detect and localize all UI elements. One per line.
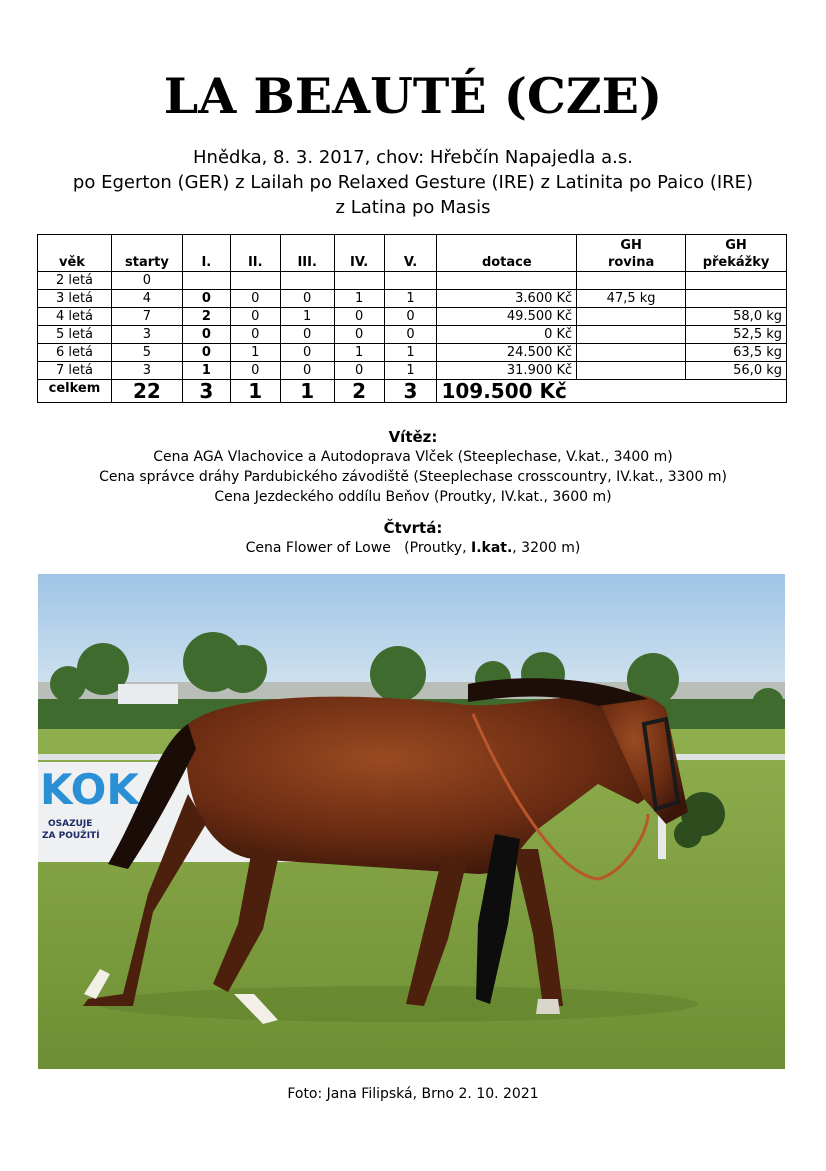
winner-heading: Vítěz:: [388, 428, 438, 446]
horse-photo: [38, 574, 785, 1069]
cell-p4: 1: [334, 344, 384, 362]
cell-gh-flat: 47,5 kg: [577, 290, 686, 308]
cell-p4: 1: [334, 290, 384, 308]
cell-gh-jump: 56,0 kg: [686, 362, 787, 380]
col-gh-jump-l1: GH: [725, 238, 747, 253]
table-row: [38, 290, 787, 308]
winner-race: Cena Jezdeckého oddílu Beňov (Proutky, IV.kat., 3600 m): [214, 489, 612, 505]
cell-age: 7 letá: [38, 362, 112, 380]
cell-age: 3 letá: [38, 290, 112, 308]
cell-p1: 0: [182, 290, 230, 308]
info-line-breeding: Hnědka, 8. 3. 2017, chov: Hřebčín Napajedla a.s.: [193, 147, 633, 168]
cell-prize: 31.900 Kč: [437, 362, 577, 380]
winner-race: Cena AGA Vlachovice a Autodoprava Vlček (Steeplechase, V.kat., 3400 m): [153, 449, 673, 465]
cell-p1: 1: [182, 362, 230, 380]
cell-starts: 7: [111, 308, 182, 326]
cell-p3: 1: [280, 308, 334, 326]
col-prize: dotace: [437, 235, 577, 272]
col-place-5: V.: [384, 235, 437, 272]
cell-gh-jump: 63,5 kg: [686, 344, 787, 362]
cell-p4: 0: [334, 308, 384, 326]
cell-p4: [334, 272, 384, 290]
cell-prize: 3.600 Kč: [437, 290, 577, 308]
total-prize: 109.500 Kč: [437, 380, 787, 403]
cell-p4: 0: [334, 326, 384, 344]
horse-name-title: LA BEAUTÉ (CZE): [163, 67, 663, 125]
col-gh-jump: [686, 235, 787, 272]
table-row: [38, 326, 787, 344]
cell-starts: 5: [111, 344, 182, 362]
table-row: [38, 344, 787, 362]
horse-info: [0, 145, 826, 220]
col-starts: starty: [111, 235, 182, 272]
info-line-pedigree-cont: z Latina po Masis: [335, 197, 491, 218]
cell-p5: 1: [384, 290, 437, 308]
cell-p3: 0: [280, 344, 334, 362]
banner-subtext-2: ZA POUŽITÍ: [42, 831, 100, 841]
cell-gh-jump: [686, 272, 787, 290]
cell-prize: 24.500 Kč: [437, 344, 577, 362]
table-total-row: [38, 380, 787, 403]
cell-p3: 0: [280, 326, 334, 344]
cell-starts: 3: [111, 326, 182, 344]
cell-p5: 1: [384, 344, 437, 362]
total-starts: 22: [111, 380, 182, 403]
cell-p5: 0: [384, 326, 437, 344]
cell-starts: 3: [111, 362, 182, 380]
col-gh-flat-l2: rovina: [607, 255, 655, 270]
cell-p1: 0: [182, 344, 230, 362]
total-label: celkem: [38, 380, 112, 403]
cell-age: 6 letá: [38, 344, 112, 362]
cell-prize: 0 Kč: [437, 326, 577, 344]
fourth-race-name: Cena Flower of Lowe (Proutky,: [245, 540, 471, 556]
cell-p2: 0: [230, 308, 280, 326]
cell-p3: 0: [280, 362, 334, 380]
cell-p2: 0: [230, 362, 280, 380]
col-gh-flat-l1: GH: [620, 238, 642, 253]
cell-p4: 0: [334, 362, 384, 380]
cell-age: 2 letá: [38, 272, 112, 290]
cell-gh-flat: [577, 326, 686, 344]
fourth-race-distance: , 3200 m): [512, 540, 581, 556]
cell-p3: 0: [280, 290, 334, 308]
cell-p1: [182, 272, 230, 290]
col-place-3: III.: [280, 235, 334, 272]
cell-p5: 1: [384, 362, 437, 380]
fourth-race-category: I.kat.: [470, 540, 513, 556]
cell-p3: [280, 272, 334, 290]
race-stats-table: [37, 234, 787, 403]
info-line-pedigree: po Egerton (GER) z Lailah po Relaxed Gesture (IRE) z Latinita po Paico (IRE): [72, 172, 754, 193]
fourth-race: [0, 538, 826, 558]
cell-age: 4 letá: [38, 308, 112, 326]
fourth-section: [0, 518, 826, 558]
table-row: [38, 308, 787, 326]
banner-subtext-1: OSAZUJE: [48, 819, 93, 829]
cell-p2: 0: [230, 290, 280, 308]
fourth-heading: Čtvrtá:: [383, 519, 443, 537]
table-row: [38, 272, 787, 290]
cell-p1: 0: [182, 326, 230, 344]
cell-gh-jump: 58,0 kg: [686, 308, 787, 326]
total-p2: 1: [230, 380, 280, 403]
cell-p2: 0: [230, 326, 280, 344]
cell-age: 5 letá: [38, 326, 112, 344]
total-p3: 1: [280, 380, 334, 403]
col-place-1: I.: [182, 235, 230, 272]
cell-gh-flat: [577, 344, 686, 362]
col-age: věk: [38, 235, 112, 272]
cell-starts: 4: [111, 290, 182, 308]
col-place-2: II.: [230, 235, 280, 272]
cell-gh-flat: [577, 362, 686, 380]
cell-p1: 2: [182, 308, 230, 326]
total-p5: 3: [384, 380, 437, 403]
cell-p5: 0: [384, 308, 437, 326]
cell-prize: 49.500 Kč: [437, 308, 577, 326]
total-p4: 2: [334, 380, 384, 403]
cell-p2: 1: [230, 344, 280, 362]
total-p1: 3: [182, 380, 230, 403]
table-header-row: [38, 235, 787, 272]
col-gh-flat: [577, 235, 686, 272]
cell-gh-jump: 52,5 kg: [686, 326, 787, 344]
cell-p2: [230, 272, 280, 290]
cell-gh-flat: [577, 272, 686, 290]
col-place-4: IV.: [334, 235, 384, 272]
cell-gh-jump: [686, 290, 787, 308]
table-row: [38, 362, 787, 380]
cell-prize: [437, 272, 577, 290]
photo-credit: Foto: Jana Filipská, Brno 2. 10. 2021: [287, 1086, 539, 1102]
banner-text: KOK: [40, 765, 139, 814]
winner-section: [0, 427, 826, 507]
cell-starts: 0: [111, 272, 182, 290]
winner-race: Cena správce dráhy Pardubického závodiště (Steeplechase crosscountry, IV.kat., 3300 m): [99, 469, 727, 485]
col-gh-jump-l2: překážky: [702, 255, 770, 270]
cell-p5: [384, 272, 437, 290]
cell-gh-flat: [577, 308, 686, 326]
